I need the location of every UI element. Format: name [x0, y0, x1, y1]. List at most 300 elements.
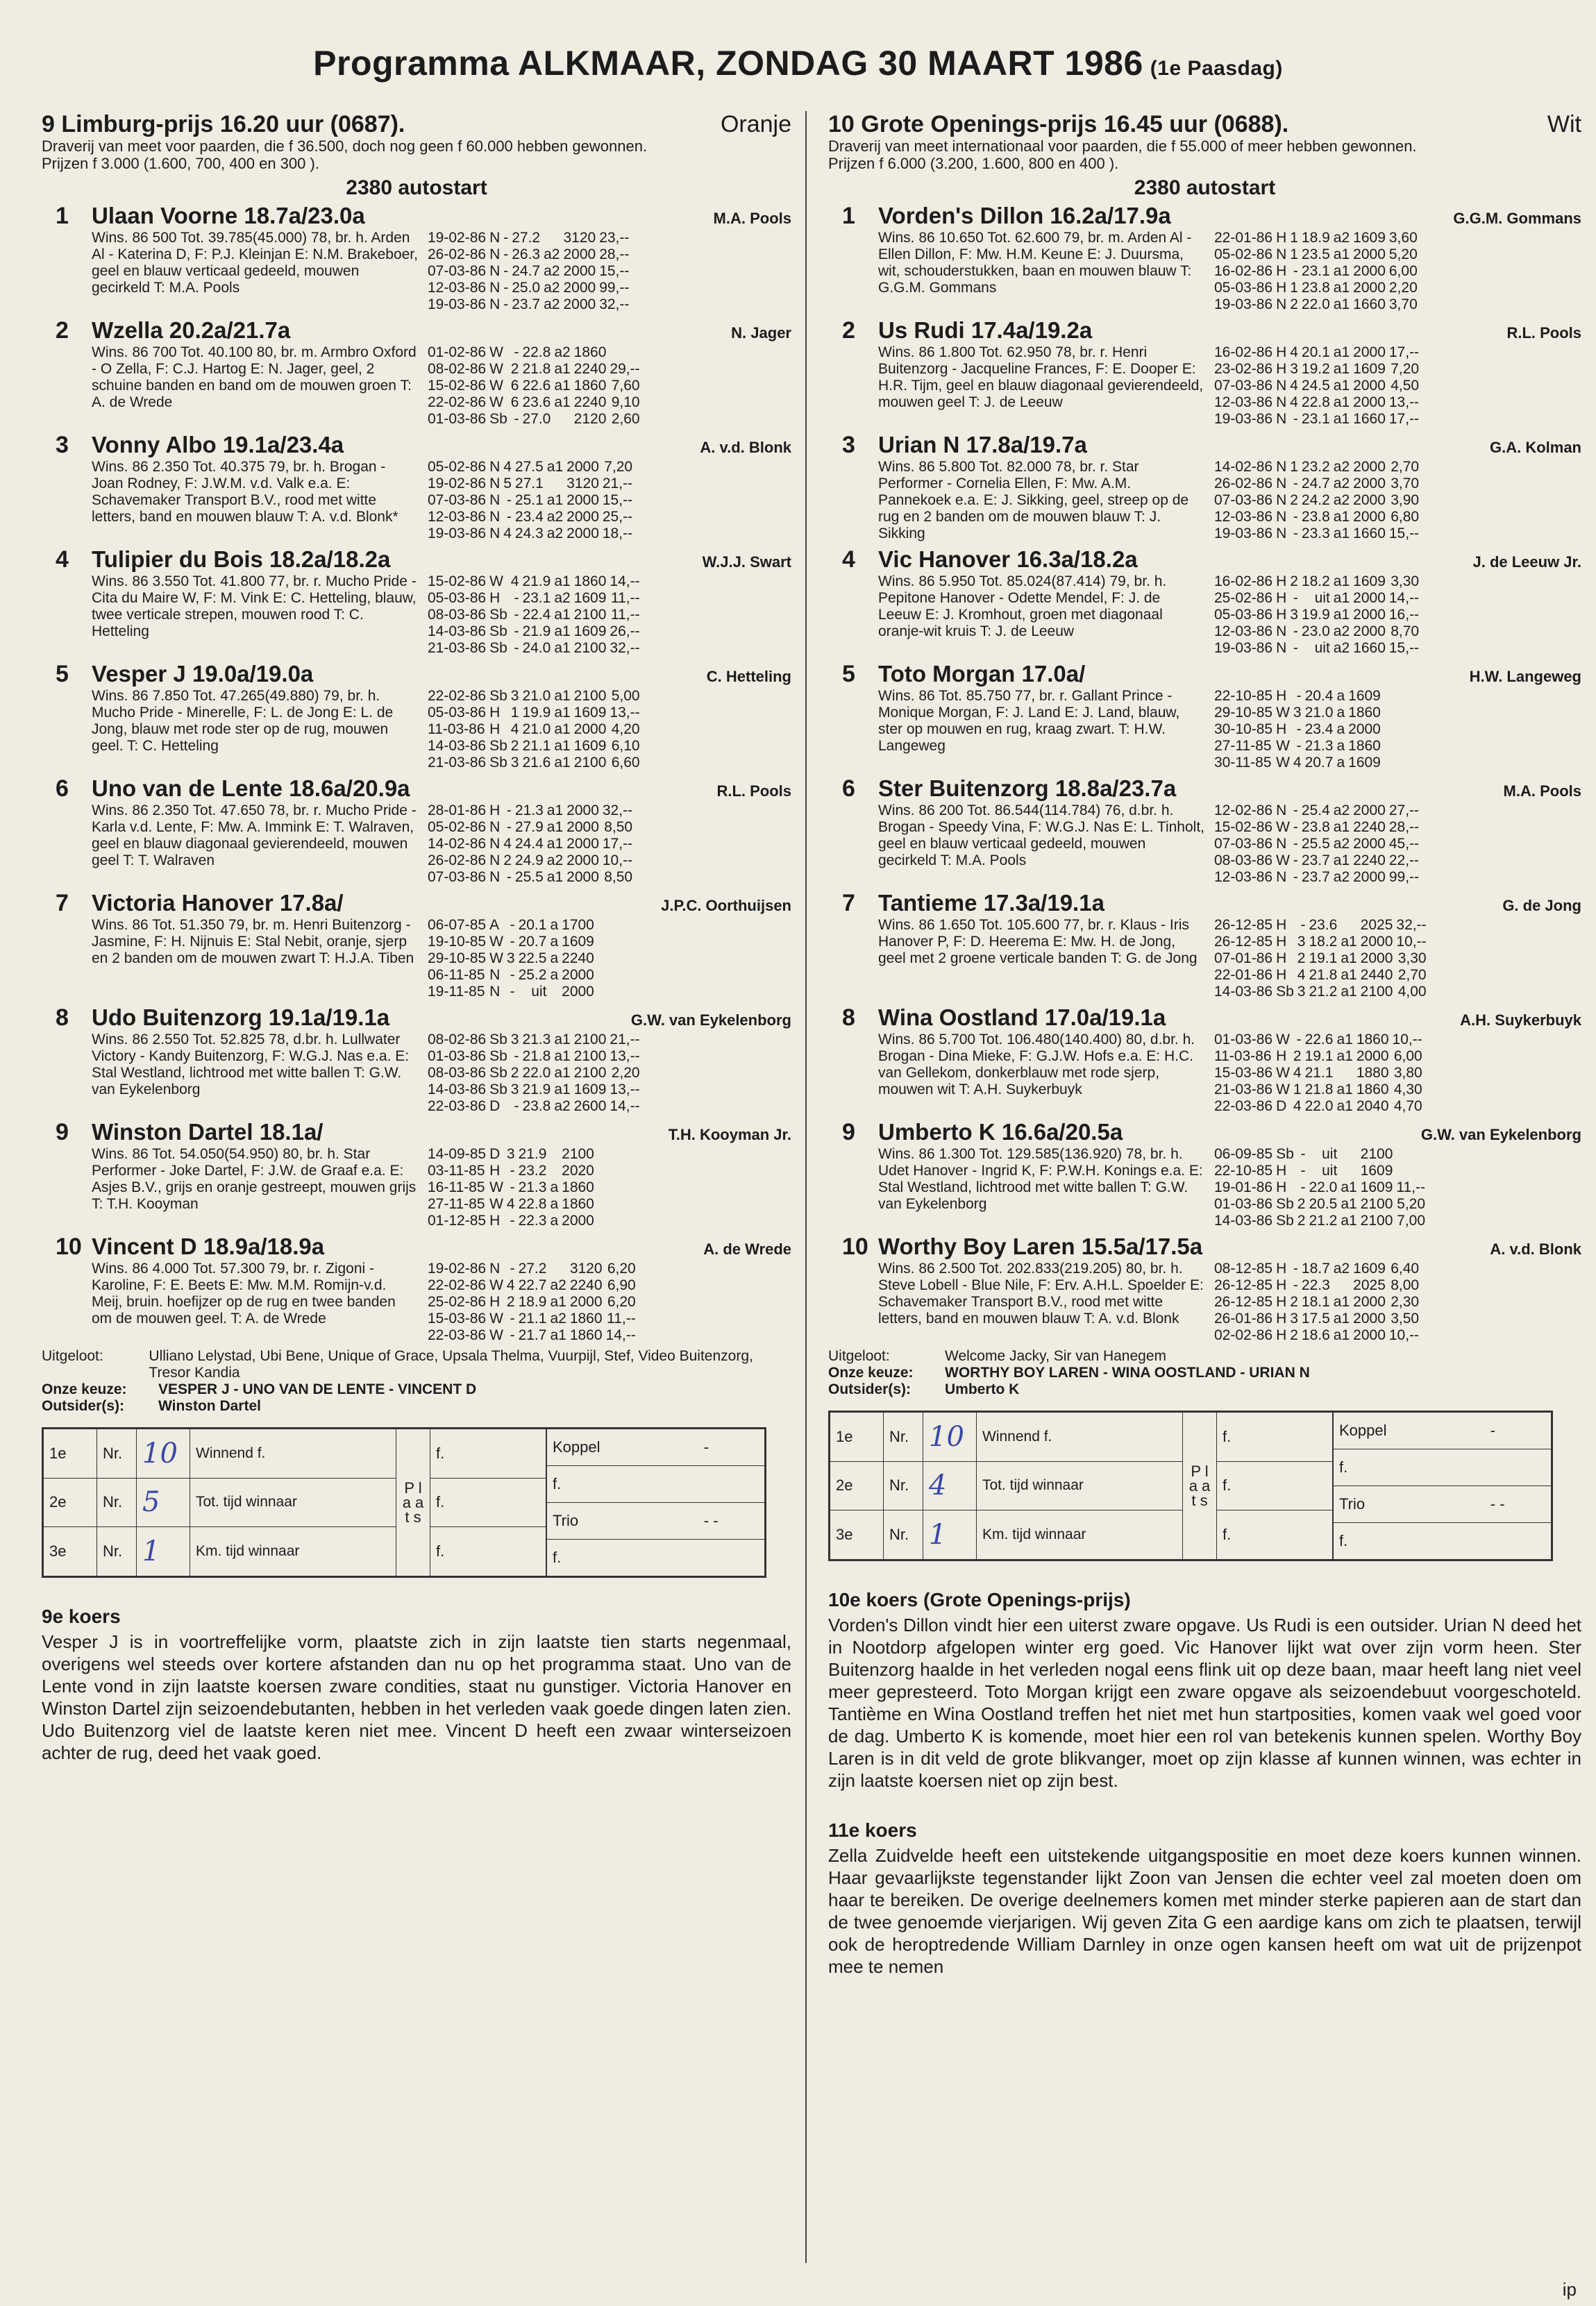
performance-row	[428, 802, 636, 819]
performance-cell: -	[503, 230, 509, 246]
horse-number: 5	[56, 661, 69, 687]
commentary-section	[828, 1589, 1581, 1978]
performance-cell: uit	[1314, 640, 1330, 656]
performance-cell: -	[1293, 1277, 1298, 1293]
horse-description: Wins. 86 3.550 Tot. 41.800 77, br. r. Mucho Pride - Cita du Maire W, F: M. Vink E: C. Hetteling, blauw, twee verticale strepen, mouwen rood T: C. Hetteling	[92, 573, 417, 639]
performance-cell: a2	[1333, 836, 1350, 852]
performance-cell: 27,--	[1388, 802, 1420, 818]
performance-cell: W	[1276, 738, 1290, 754]
performance-cell: -	[514, 1048, 519, 1064]
horse-trainer: R.L. Pools	[1506, 324, 1581, 342]
performance-cell: 8,50	[604, 819, 633, 835]
performance-cell: 2000	[1353, 509, 1386, 525]
performance-cell: 08-03-86	[428, 1065, 487, 1081]
performance-table	[428, 573, 644, 657]
performance-row	[1214, 917, 1430, 934]
performance-cell: 01-03-86	[428, 411, 487, 427]
performance-cell: 2000	[1353, 394, 1386, 410]
performance-cell: 21.1	[1304, 1065, 1334, 1081]
performance-cell: 08-03-86	[1214, 852, 1273, 868]
performance-cell: 2000	[1353, 1327, 1386, 1343]
performance-row	[1214, 1082, 1426, 1098]
performance-cell: 10,--	[1388, 1327, 1420, 1343]
performance-cell: H	[1276, 1179, 1287, 1195]
performance-cell: 14-03-86	[428, 623, 487, 639]
performance-cell: 2000	[1353, 869, 1386, 885]
commentary-title: 11e koers	[828, 1819, 917, 1841]
performance-cell	[1384, 721, 1388, 738]
horse-trainer: A.H. Suykerbuyk	[1460, 1011, 1581, 1029]
handwritten-number: 4	[923, 1461, 977, 1510]
result-row	[830, 1461, 1333, 1510]
performance-cell: a1	[546, 869, 564, 885]
performance-cell: 6	[510, 378, 519, 394]
performance-cell: N	[1276, 623, 1287, 639]
horse-body	[878, 230, 1581, 313]
performance-cell: N	[1276, 475, 1287, 491]
horse-title-row	[828, 317, 1581, 344]
performance-cell	[550, 1163, 562, 1179]
performance-cell: -	[510, 1311, 515, 1327]
plaats-label: P l a a t s	[1183, 1413, 1217, 1560]
result-info: Tot. tijd winnaar	[977, 1461, 1183, 1510]
race-extra	[828, 1348, 1581, 1398]
horse-title-row	[828, 775, 1581, 802]
performance-cell: 12-03-86	[1214, 394, 1273, 410]
horse-entry	[828, 890, 1581, 1000]
performance-cell: 4,50	[1391, 378, 1420, 394]
performance-table	[428, 230, 632, 313]
performance-cell: 2	[503, 852, 512, 868]
performance-cell: a2	[544, 263, 560, 279]
performance-cell: 15,--	[1388, 525, 1420, 541]
performance-cell: a1	[554, 721, 571, 737]
result-row	[44, 1527, 546, 1576]
horse-name: Vesper J 19.0a/19.0a	[92, 661, 314, 687]
performance-cell: 2000	[566, 852, 599, 868]
performance-cell: 22-02-86	[428, 1277, 487, 1293]
performance-cell: a	[550, 1213, 559, 1229]
performance-cell: 1609	[573, 705, 607, 721]
performance-cell: a1	[554, 378, 571, 394]
commentary-title: 10e koers (Grote Openings-prijs)	[828, 1589, 1131, 1610]
performance-row	[1214, 344, 1422, 361]
performance-row	[428, 280, 632, 296]
performance-cell: 2000	[566, 492, 599, 508]
performance-cell: a	[550, 917, 559, 933]
horse-description: Wins. 86 Tot. 54.050(54.950) 80, br. h. Star Performer - Joke Dartel, F: J.W. de Graaf e.a. E: Asjes B.V., grijs en oranje gestreept, mouwen grijs T: T.H. Kooyman	[92, 1146, 417, 1212]
koppel-row	[1334, 1486, 1552, 1523]
performance-cell: 10,--	[1392, 1032, 1422, 1047]
performance-cell	[598, 1196, 601, 1213]
performance-cell	[550, 984, 562, 1000]
performance-cell: -	[514, 607, 519, 623]
plaats-amount: f.	[430, 1527, 546, 1576]
horse-name: Vonny Albo 19.1a/23.4a	[92, 432, 344, 457]
performance-cell: a1	[554, 361, 571, 377]
race-extra	[42, 1348, 791, 1415]
performance-cell: 23-02-86	[1214, 361, 1273, 377]
performance-cell: 2000	[1353, 1294, 1386, 1310]
race-color: Wit	[1547, 111, 1581, 137]
performance-cell: 05-02-86	[428, 819, 487, 835]
performance-cell: 2	[1290, 296, 1298, 312]
performance-cell: 19-02-86	[428, 230, 487, 246]
performance-row	[428, 492, 636, 509]
koppel-label: Koppel	[547, 1429, 698, 1466]
performance-cell: W	[489, 1196, 503, 1212]
performance-cell: H	[1276, 1311, 1287, 1327]
performance-cell: 6,20	[607, 1261, 636, 1277]
performance-cell: 1	[1290, 230, 1298, 246]
performance-cell: 17.5	[1301, 1311, 1330, 1327]
performance-cell: 3	[1297, 934, 1306, 950]
performance-cell: 20.5	[1309, 1196, 1338, 1212]
horse-body	[878, 344, 1581, 428]
performance-row	[1214, 852, 1422, 869]
performance-cell: a1	[1336, 1048, 1353, 1064]
performance-cell: 21.8	[1309, 967, 1338, 983]
horse-trainer: T.H. Kooyman Jr.	[668, 1126, 791, 1143]
performance-cell: 13,--	[610, 1048, 640, 1064]
horse-body	[878, 1146, 1581, 1229]
horse-entry	[42, 1004, 791, 1115]
performance-cell: 23.7	[1301, 869, 1330, 885]
performance-cell: a1	[1333, 573, 1350, 589]
performance-cell: 32,--	[599, 296, 630, 312]
horse-number: 5	[842, 661, 855, 687]
performance-cell: 22-03-86	[428, 1098, 487, 1114]
performance-cell: 14-02-86	[428, 836, 487, 852]
performance-row	[1214, 509, 1422, 525]
performance-cell: -	[506, 819, 512, 835]
performance-cell: 19.9	[1301, 607, 1330, 623]
commentary-text: Vesper J is in voortreffelijke vorm, plaatste zich in zijn laatste tien starts negenmaal, overigens wel steeds over kortere afstanden dan nu op het programma staat. Uno van de Lente vond in zijn laatste koersen zware condities, staat nu gunstiger. Victoria Hanover en Winston Dartel zijn seizoendebutanten, hebben in het verleden vaak goede dingen laten zien. Udo Buitenzorg viel de laatste keren niet mee. Vincent D heeft een zwaar winterseizoen achter de rug, deed het vaak goed.	[42, 1631, 791, 1763]
performance-cell: 5,00	[611, 688, 640, 704]
performance-cell: 23.2	[1301, 459, 1330, 475]
performance-cell: 21-03-86	[428, 640, 487, 656]
performance-cell: 7,20	[1391, 361, 1420, 377]
performance-table	[1214, 802, 1422, 886]
performance-cell: 3120	[569, 1261, 603, 1277]
performance-cell: 3	[1290, 1311, 1298, 1327]
horse-entry	[828, 775, 1581, 886]
performance-row	[1214, 1146, 1429, 1163]
performance-cell: 22.3	[1301, 1277, 1330, 1293]
performance-cell: 2000	[1353, 1311, 1386, 1327]
performance-cell	[1341, 1146, 1360, 1163]
performance-cell: 21.1	[518, 1311, 547, 1327]
performance-cell: 3,50	[1391, 1311, 1420, 1327]
performance-cell: 19-10-85	[428, 934, 487, 950]
performance-cell: 07-03-86	[1214, 378, 1273, 394]
horse-name: Udo Buitenzorg 19.1a/19.1a	[92, 1004, 390, 1030]
performance-cell: 19-02-86	[428, 475, 487, 491]
performance-cell: 1660	[1353, 640, 1386, 656]
horse-trainer: A. de Wrede	[703, 1240, 791, 1258]
performance-cell	[598, 934, 601, 950]
performance-cell: 2000	[1353, 623, 1386, 639]
performance-cell: 22,--	[1388, 852, 1420, 868]
performance-cell: 2000	[563, 280, 596, 296]
performance-cell: -	[1293, 525, 1298, 541]
performance-table	[428, 917, 601, 1000]
performance-cell	[550, 1261, 569, 1277]
race-conditions: Draverij van meet voor paarden, die f 36.500, doch nog geen f 60.000 hebben gewonnen.	[42, 137, 648, 155]
performance-cell: 2100	[573, 1065, 607, 1081]
performance-cell: -	[510, 917, 515, 933]
performance-cell: a1	[1336, 1098, 1353, 1114]
horse-name: Us Rudi 17.4a/19.2a	[878, 317, 1093, 343]
performance-cell: -	[514, 590, 519, 606]
performance-cell: 3,30	[1391, 573, 1420, 589]
performance-cell: -	[503, 296, 509, 312]
performance-cell: a2	[554, 344, 571, 360]
horse-trainer: A. v.d. Blonk	[700, 439, 791, 456]
horse-number: 8	[842, 1004, 855, 1031]
performance-cell: a1	[546, 819, 564, 835]
performance-cell: 07-03-86	[428, 263, 487, 279]
performance-cell: a1	[1333, 296, 1350, 312]
performance-cell: -	[1293, 640, 1298, 656]
performance-cell: H	[1276, 688, 1287, 704]
koppel-label: f.	[547, 1540, 698, 1576]
performance-row	[1214, 280, 1421, 296]
performance-cell: a1	[554, 640, 571, 656]
performance-cell: 08-12-85	[1214, 1261, 1273, 1277]
performance-table	[1214, 1146, 1429, 1229]
performance-cell: a	[550, 1196, 559, 1212]
performance-row	[428, 819, 636, 836]
performance-cell: 3	[1293, 705, 1302, 721]
performance-cell: 1860	[573, 378, 607, 394]
horse-body	[878, 802, 1581, 886]
horse-body	[92, 1032, 791, 1115]
performance-cell: 9,10	[611, 394, 640, 410]
result-info: Tot. tijd winnaar	[190, 1478, 396, 1527]
performance-cell: 1609	[1353, 230, 1386, 246]
horse-body	[92, 802, 791, 886]
performance-cell: -	[510, 934, 515, 950]
horse-trainer: G.A. Kolman	[1489, 439, 1581, 456]
result-place: 3e	[44, 1527, 97, 1576]
performance-cell: 2240	[1353, 819, 1386, 835]
horse-description: Wins. 86 2.550 Tot. 52.825 78, d.br. h. Lullwater Victory - Kandy Buitenzorg, F: W.G.J. Nas e.a. E: Stal Westland, lichtrood met witte ballen T: G.W. van Eykelenborg	[92, 1032, 410, 1097]
performance-cell: -	[506, 492, 512, 508]
horse-trainer: J.P.C. Oorthuijsen	[661, 897, 791, 914]
performance-cell: a2	[1333, 475, 1350, 491]
performance-cell: 19.9	[522, 705, 551, 721]
performance-cell: 2100	[573, 607, 607, 623]
performance-cell: 22.7	[518, 1277, 547, 1293]
horse-body	[878, 1032, 1581, 1115]
performance-cell: 2000	[1353, 246, 1386, 262]
performance-cell: 26-01-86	[1214, 1311, 1273, 1327]
performance-cell: -	[510, 984, 515, 1000]
horse-trainer: G.G.M. Gommans	[1453, 210, 1581, 227]
horse-title-row	[42, 546, 791, 573]
performance-table	[428, 1146, 601, 1229]
horse-name: Vincent D 18.9a/18.9a	[92, 1234, 325, 1259]
performance-cell: -	[1300, 1146, 1306, 1162]
horse-number: 2	[842, 317, 855, 344]
horse-entry	[828, 546, 1581, 657]
performance-row	[428, 1277, 639, 1294]
performance-cell: 21.0	[522, 721, 551, 737]
performance-cell: a1	[1333, 590, 1350, 606]
performance-cell: a2	[544, 280, 560, 296]
koppel-row	[547, 1540, 765, 1576]
horse-body	[878, 459, 1581, 542]
performance-cell: N	[489, 852, 501, 868]
performance-cell: 2,20	[611, 1065, 640, 1081]
performance-row	[428, 917, 601, 934]
performance-cell: 15,--	[599, 263, 630, 279]
horse-number: 10	[56, 1234, 82, 1260]
performance-cell: 21.6	[522, 755, 551, 771]
performance-cell: 2100	[562, 1146, 594, 1162]
performance-table	[428, 459, 636, 542]
horse-trainer: M.A. Pools	[1503, 782, 1581, 800]
horse-body	[878, 1261, 1581, 1344]
performance-cell: -	[1293, 802, 1298, 818]
performance-cell: Sb	[489, 623, 507, 639]
horse-description: Wins. 86 10.650 Tot. 62.600 79, br. m. Arden Al - Ellen Dillon, F: Mw. H.M. Keune E: J. Duursma, wit, schouderstukken, baan en mouwen blauw T: G.G.M. Gommans	[878, 230, 1192, 296]
performance-cell: 14-02-86	[1214, 459, 1273, 475]
performance-cell	[1396, 1146, 1429, 1163]
performance-cell: Sb	[1276, 1213, 1294, 1229]
performance-row	[428, 705, 644, 721]
race-distance: 2380 autostart	[346, 176, 487, 199]
result-nr-label: Nr.	[97, 1527, 137, 1576]
performance-cell: H	[1276, 1163, 1287, 1179]
performance-row	[1214, 1179, 1429, 1196]
performance-row	[428, 738, 644, 755]
performance-cell: 17,--	[1388, 411, 1420, 427]
performance-cell	[1341, 917, 1360, 934]
performance-cell: 18.7	[1301, 1261, 1330, 1277]
performance-cell: 1609	[573, 1082, 607, 1097]
horse-description: Wins. 86 1.300 Tot. 129.585(136.920) 78, br. h. Udet Hanover - Ingrid K, F: P.W.H. Konings e.a. E: Stal Westland, lichtrood met witte ballen T: G.W. van Eykelenborg	[878, 1146, 1203, 1212]
horse-number: 1	[842, 203, 855, 229]
performance-cell: W	[1276, 852, 1290, 868]
performance-cell: a1	[554, 738, 571, 754]
performance-cell: 2000	[566, 869, 599, 885]
performance-cell: 20.7	[518, 934, 547, 950]
horse-title-row	[828, 1004, 1581, 1032]
performance-cell: -	[510, 1213, 515, 1229]
performance-cell: -	[1293, 836, 1298, 852]
performance-cell: 6,80	[1391, 509, 1420, 525]
performance-cell: 22.0	[522, 1065, 551, 1081]
performance-cell: 2	[1290, 1294, 1298, 1310]
performance-cell: 08-02-86	[428, 1032, 487, 1047]
performance-row	[428, 640, 644, 657]
performance-cell: 8,70	[1391, 623, 1420, 639]
performance-cell: 2000	[1353, 344, 1386, 360]
result-place: 1e	[830, 1413, 884, 1462]
performance-cell: uit	[531, 984, 547, 1000]
horse-entry	[828, 432, 1581, 542]
horse-name: Urian N 17.8a/19.7a	[878, 432, 1087, 457]
performance-cell: 07-01-86	[1214, 950, 1273, 966]
performance-row	[1214, 802, 1422, 819]
performance-cell: 1880	[1356, 1065, 1389, 1081]
performance-cell: 3120	[566, 475, 599, 491]
handwritten-number: 10	[923, 1413, 977, 1462]
handwritten-number: 1	[137, 1527, 190, 1576]
performance-cell: a2	[1333, 640, 1350, 656]
horse-description: Wins. 86 500 Tot. 39.785(45.000) 78, br. h. Arden Al - Katerina D, F: P.J. Kleinjan E: N.M. Brakeboer, geel en blauw verticaal gedeeld, mouwen gecirkeld T: M.A. Pools	[92, 230, 418, 296]
horse-entry	[42, 890, 791, 1000]
performance-cell: 25.1	[514, 492, 544, 508]
performance-cell: 4	[510, 721, 519, 737]
performance-cell: 99,--	[599, 280, 630, 296]
performance-cell: 3,70	[1388, 296, 1418, 312]
performance-cell: 5	[503, 475, 512, 491]
performance-row	[1214, 738, 1388, 755]
performance-row	[428, 721, 644, 738]
koppel-label: Koppel	[1334, 1413, 1485, 1449]
horse-body	[92, 688, 791, 771]
performance-cell: 2000	[1353, 607, 1386, 623]
performance-row	[1214, 573, 1422, 590]
performance-cell: 14,--	[610, 1098, 640, 1114]
performance-cell: Sb	[489, 607, 507, 623]
performance-table	[1214, 917, 1430, 1000]
performance-cell	[1334, 1277, 1353, 1294]
performance-cell: 7,60	[611, 378, 640, 394]
performance-cell: 1660	[1353, 296, 1386, 312]
performance-row	[428, 967, 601, 984]
performance-cell: 22.0	[1304, 1098, 1334, 1114]
performance-cell: a1	[1333, 246, 1350, 262]
performance-cell: a1	[1333, 394, 1350, 410]
performance-row	[428, 1146, 601, 1163]
result-row	[44, 1478, 546, 1527]
performance-cell: 3	[510, 755, 519, 771]
performance-cell: 25.4	[1301, 802, 1330, 818]
performance-cell: N	[489, 967, 501, 983]
performance-cell: -	[1293, 475, 1298, 491]
performance-cell: N	[489, 509, 501, 525]
performance-cell: W	[489, 934, 503, 950]
performance-cell: 01-03-86	[1214, 1196, 1273, 1212]
performance-cell: a2	[554, 590, 571, 606]
horse-trainer: H.W. Langeweg	[1469, 668, 1581, 685]
performance-cell: 23.5	[1301, 246, 1330, 262]
race-distance: 2380 autostart	[1134, 176, 1276, 199]
performance-cell: Sb	[1276, 1196, 1294, 1212]
performance-cell: 23.1	[1301, 263, 1330, 279]
performance-cell: 2440	[1360, 967, 1393, 983]
performance-cell: 2	[1290, 492, 1298, 508]
performance-cell: H	[1276, 1294, 1287, 1310]
performance-cell: 21-03-86	[428, 755, 487, 771]
performance-cell	[598, 1179, 601, 1196]
horse-description: Wins. 86 5.950 Tot. 85.024(87.414) 79, br. h. Pepitone Hanover - Odette Mendel, F: J. de Leeuw E: J. Kromhout, groen met diagonaal oranje-wit kruis T: J. de Leeuw	[878, 573, 1167, 639]
performance-cell: 2	[510, 738, 519, 754]
performance-cell: 23.8	[1301, 509, 1330, 525]
performance-cell: 1860	[1356, 1032, 1389, 1047]
performance-table	[428, 1261, 639, 1344]
performance-cell: 2	[506, 1294, 515, 1310]
koppel-value: - -	[1485, 1486, 1552, 1523]
performance-cell: H	[489, 721, 501, 737]
performance-cell: a1	[1333, 1327, 1350, 1343]
performance-cell: 2000	[569, 1294, 603, 1310]
performance-cell: 2,70	[1391, 459, 1420, 475]
